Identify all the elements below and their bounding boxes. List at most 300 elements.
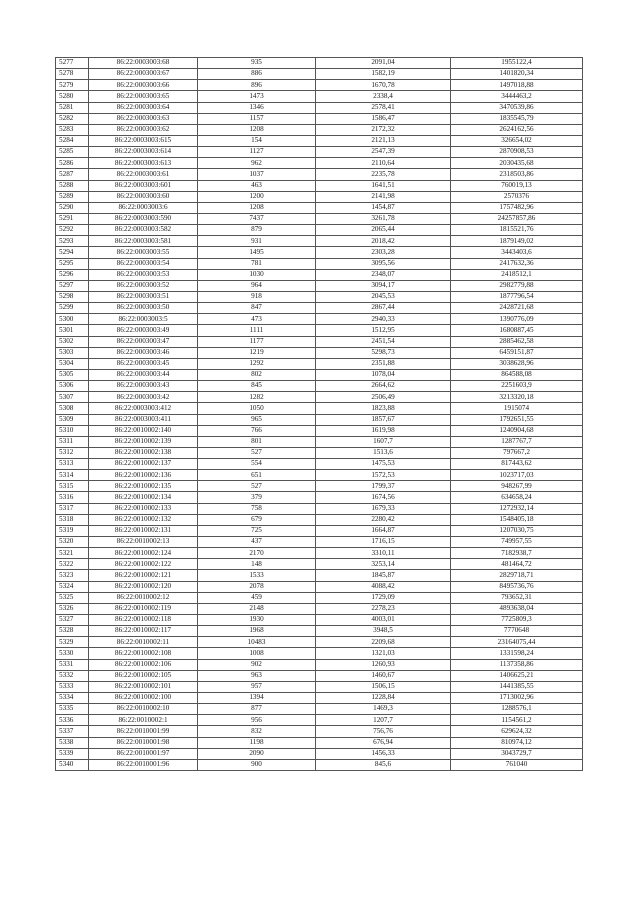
unit-rate-cell: 3310,11 bbox=[316, 548, 451, 559]
area-cell: 2078 bbox=[198, 581, 316, 592]
cadastral-number-cell: 86:22:0010002:108 bbox=[89, 648, 198, 659]
unit-rate-cell: 2278,23 bbox=[316, 603, 451, 614]
cadastral-number-cell: 86:22:0003003:581 bbox=[89, 236, 198, 247]
area-cell: 1200 bbox=[198, 191, 316, 202]
cadastral-value-cell: 7182938,7 bbox=[451, 548, 583, 559]
cadastral-value-cell: 634658,24 bbox=[451, 492, 583, 503]
cadastral-number-cell: 86:22:0003003:65 bbox=[89, 91, 198, 102]
area-cell: 957 bbox=[198, 681, 316, 692]
table-row bbox=[56, 392, 583, 403]
area-cell: 554 bbox=[198, 459, 316, 470]
table-row bbox=[56, 325, 583, 336]
cadastral-value-cell: 2428721,68 bbox=[451, 303, 583, 314]
unit-rate-cell: 2065,44 bbox=[316, 225, 451, 236]
area-cell: 902 bbox=[198, 659, 316, 670]
table-row bbox=[56, 737, 583, 748]
area-cell: 963 bbox=[198, 670, 316, 681]
table-row bbox=[56, 559, 583, 570]
table-row bbox=[56, 336, 583, 347]
table-row bbox=[56, 113, 583, 124]
unit-rate-cell: 3094,17 bbox=[316, 280, 451, 291]
unit-rate-cell: 1845,87 bbox=[316, 570, 451, 581]
area-cell: 463 bbox=[198, 180, 316, 191]
row-number-cell: 5280 bbox=[56, 91, 89, 102]
cadastral-value-cell: 4893638,04 bbox=[451, 603, 583, 614]
row-number-cell: 5295 bbox=[56, 258, 89, 269]
table-row bbox=[56, 603, 583, 614]
cadastral-value-cell: 1287767,7 bbox=[451, 436, 583, 447]
cadastral-number-cell: 86:22:0010002:133 bbox=[89, 503, 198, 514]
area-cell: 1177 bbox=[198, 336, 316, 347]
area-cell: 935 bbox=[198, 58, 316, 69]
area-cell: 679 bbox=[198, 514, 316, 525]
row-number-cell: 5330 bbox=[56, 648, 89, 659]
row-number-cell: 5308 bbox=[56, 403, 89, 414]
row-number-cell: 5298 bbox=[56, 291, 89, 302]
cadastral-number-cell: 86:22:0010002:124 bbox=[89, 548, 198, 559]
unit-rate-cell: 1679,33 bbox=[316, 503, 451, 514]
area-cell: 956 bbox=[198, 715, 316, 726]
table-row bbox=[56, 102, 583, 113]
table-row bbox=[56, 213, 583, 224]
area-cell: 1282 bbox=[198, 392, 316, 403]
cadastral-number-cell: 86:22:0010002:137 bbox=[89, 459, 198, 470]
cadastral-number-cell: 86:22:0003003:67 bbox=[89, 69, 198, 80]
cadastral-number-cell: 86:22:0003003:42 bbox=[89, 392, 198, 403]
row-number-cell: 5306 bbox=[56, 381, 89, 392]
unit-rate-cell: 2141,98 bbox=[316, 191, 451, 202]
cadastral-value-cell: 629624,32 bbox=[451, 726, 583, 737]
cadastral-number-cell: 86:22:0003003:614 bbox=[89, 147, 198, 158]
table-row bbox=[56, 514, 583, 525]
cadastral-number-cell: 86:22:0010002:122 bbox=[89, 559, 198, 570]
cadastral-number-cell: 86:22:0010002:135 bbox=[89, 481, 198, 492]
table-row bbox=[56, 369, 583, 380]
unit-rate-cell: 3948,5 bbox=[316, 626, 451, 637]
cadastral-value-cell: 3213320,18 bbox=[451, 392, 583, 403]
cadastral-number-cell: 86:22:0003003:615 bbox=[89, 135, 198, 146]
unit-rate-cell: 1670,78 bbox=[316, 80, 451, 91]
cadastral-value-cell: 1680887,45 bbox=[451, 325, 583, 336]
area-cell: 845 bbox=[198, 381, 316, 392]
cadastral-value-cell: 1390776,09 bbox=[451, 314, 583, 325]
unit-rate-cell: 2235,78 bbox=[316, 169, 451, 180]
cadastral-value-cell: 1272932,14 bbox=[451, 503, 583, 514]
cadastral-value-cell: 3444463,2 bbox=[451, 91, 583, 102]
row-number-cell: 5284 bbox=[56, 135, 89, 146]
row-number-cell: 5296 bbox=[56, 269, 89, 280]
cadastral-number-cell: 86:22:0010002:118 bbox=[89, 615, 198, 626]
area-cell: 758 bbox=[198, 503, 316, 514]
cadastral-number-cell: 86:22:0003003:54 bbox=[89, 258, 198, 269]
table-row bbox=[56, 247, 583, 258]
row-number-cell: 5277 bbox=[56, 58, 89, 69]
unit-rate-cell: 2506,49 bbox=[316, 392, 451, 403]
unit-rate-cell: 1469,3 bbox=[316, 704, 451, 715]
cadastral-value-cell: 1137358,86 bbox=[451, 659, 583, 670]
area-cell: 900 bbox=[198, 759, 316, 770]
cadastral-value-cell: 2829718,71 bbox=[451, 570, 583, 581]
cadastral-value-cell: 2982779,88 bbox=[451, 280, 583, 291]
cadastral-number-cell: 86:22:0010002:105 bbox=[89, 670, 198, 681]
table-row bbox=[56, 648, 583, 659]
unit-rate-cell: 1475,53 bbox=[316, 459, 451, 470]
row-number-cell: 5291 bbox=[56, 213, 89, 224]
row-number-cell: 5316 bbox=[56, 492, 89, 503]
area-cell: 725 bbox=[198, 525, 316, 536]
unit-rate-cell: 2451,54 bbox=[316, 336, 451, 347]
cadastral-number-cell: 86:22:0010002:120 bbox=[89, 581, 198, 592]
row-number-cell: 5309 bbox=[56, 414, 89, 425]
cadastral-number-cell: 86:22:0010002:13 bbox=[89, 537, 198, 548]
cadastral-value-cell: 761040 bbox=[451, 759, 583, 770]
row-number-cell: 5319 bbox=[56, 525, 89, 536]
cadastral-value-cell: 1815521,76 bbox=[451, 225, 583, 236]
row-number-cell: 5290 bbox=[56, 202, 89, 213]
cadastral-value-cell: 1713002,96 bbox=[451, 693, 583, 704]
area-cell: 527 bbox=[198, 447, 316, 458]
table-row bbox=[56, 303, 583, 314]
table-row bbox=[56, 548, 583, 559]
area-cell: 877 bbox=[198, 704, 316, 715]
cadastral-number-cell: 86:22:0003003:5 bbox=[89, 314, 198, 325]
row-number-cell: 5302 bbox=[56, 336, 89, 347]
row-number-cell: 5338 bbox=[56, 737, 89, 748]
table-row bbox=[56, 592, 583, 603]
cadastral-number-cell: 86:22:0003003:53 bbox=[89, 269, 198, 280]
cadastral-value-cell: 1401820,34 bbox=[451, 69, 583, 80]
row-number-cell: 5336 bbox=[56, 715, 89, 726]
unit-rate-cell: 2280,42 bbox=[316, 514, 451, 525]
table-row bbox=[56, 759, 583, 770]
area-cell: 781 bbox=[198, 258, 316, 269]
area-cell: 965 bbox=[198, 414, 316, 425]
cadastral-value-cell: 2417632,36 bbox=[451, 258, 583, 269]
row-number-cell: 5299 bbox=[56, 303, 89, 314]
cadastral-value-cell: 1240904,68 bbox=[451, 425, 583, 436]
cadastral-number-cell: 86:22:0003003:43 bbox=[89, 381, 198, 392]
cadastral-value-cell: 1835545,79 bbox=[451, 113, 583, 124]
table-row bbox=[56, 403, 583, 414]
row-number-cell: 5283 bbox=[56, 124, 89, 135]
unit-rate-cell: 1228,84 bbox=[316, 693, 451, 704]
cadastral-number-cell: 86:22:0010002:136 bbox=[89, 470, 198, 481]
unit-rate-cell: 1674,56 bbox=[316, 492, 451, 503]
cadastral-value-cell: 2418512,1 bbox=[451, 269, 583, 280]
area-cell: 379 bbox=[198, 492, 316, 503]
row-number-cell: 5279 bbox=[56, 80, 89, 91]
area-cell: 437 bbox=[198, 537, 316, 548]
row-number-cell: 5288 bbox=[56, 180, 89, 191]
table-row bbox=[56, 291, 583, 302]
cadastral-value-cell: 1955122,4 bbox=[451, 58, 583, 69]
area-cell: 1127 bbox=[198, 147, 316, 158]
unit-rate-cell: 1729,09 bbox=[316, 592, 451, 603]
cadastral-value-cell: 7770648 bbox=[451, 626, 583, 637]
cadastral-number-cell: 86:22:0003003:47 bbox=[89, 336, 198, 347]
table-row bbox=[56, 258, 583, 269]
unit-rate-cell: 1460,67 bbox=[316, 670, 451, 681]
area-cell: 154 bbox=[198, 135, 316, 146]
unit-rate-cell: 1512,95 bbox=[316, 325, 451, 336]
cadastral-number-cell: 86:22:0010002:140 bbox=[89, 425, 198, 436]
cadastral-value-cell: 2570376 bbox=[451, 191, 583, 202]
table-row bbox=[56, 202, 583, 213]
area-cell: 1533 bbox=[198, 570, 316, 581]
area-cell: 2170 bbox=[198, 548, 316, 559]
table-row bbox=[56, 191, 583, 202]
row-number-cell: 5321 bbox=[56, 548, 89, 559]
cadastral-value-cell: 793652,31 bbox=[451, 592, 583, 603]
unit-rate-cell: 2110,64 bbox=[316, 158, 451, 169]
unit-rate-cell: 1321,03 bbox=[316, 648, 451, 659]
cadastral-number-cell: 86:22:0010002:12 bbox=[89, 592, 198, 603]
row-number-cell: 5292 bbox=[56, 225, 89, 236]
area-cell: 1198 bbox=[198, 737, 316, 748]
table-row bbox=[56, 503, 583, 514]
cadastral-value-cell: 817443,62 bbox=[451, 459, 583, 470]
table-row bbox=[56, 124, 583, 135]
unit-rate-cell: 1619,98 bbox=[316, 425, 451, 436]
row-number-cell: 5300 bbox=[56, 314, 89, 325]
table-row bbox=[56, 570, 583, 581]
area-cell: 1394 bbox=[198, 693, 316, 704]
cadastral-number-cell: 86:22:0003003:44 bbox=[89, 369, 198, 380]
cadastral-number-cell: 86:22:0003003:613 bbox=[89, 158, 198, 169]
cadastral-number-cell: 86:22:0003003:60 bbox=[89, 191, 198, 202]
area-cell: 847 bbox=[198, 303, 316, 314]
table-row bbox=[56, 459, 583, 470]
cadastral-value-cell: 3038628,96 bbox=[451, 358, 583, 369]
unit-rate-cell: 2940,33 bbox=[316, 314, 451, 325]
unit-rate-cell: 2547,39 bbox=[316, 147, 451, 158]
unit-rate-cell: 3261,78 bbox=[316, 213, 451, 224]
cadastral-number-cell: 86:22:0003003:62 bbox=[89, 124, 198, 135]
cadastral-value-cell: 948267,99 bbox=[451, 481, 583, 492]
table-row bbox=[56, 147, 583, 158]
cadastral-number-cell: 86:22:0003003:601 bbox=[89, 180, 198, 191]
cadastral-value-cell: 1757482,96 bbox=[451, 202, 583, 213]
table-row bbox=[56, 704, 583, 715]
unit-rate-cell: 1513,6 bbox=[316, 447, 451, 458]
cadastral-value-cell: 3470539,86 bbox=[451, 102, 583, 113]
cadastral-number-cell: 86:22:0003003:411 bbox=[89, 414, 198, 425]
cadastral-number-cell: 86:22:0010002:131 bbox=[89, 525, 198, 536]
row-number-cell: 5334 bbox=[56, 693, 89, 704]
table-row bbox=[56, 615, 583, 626]
area-cell: 931 bbox=[198, 236, 316, 247]
cadastral-number-cell: 86:22:0010002:100 bbox=[89, 693, 198, 704]
unit-rate-cell: 2209,68 bbox=[316, 637, 451, 648]
cadastral-number-cell: 86:22:0003003:50 bbox=[89, 303, 198, 314]
area-cell: 1346 bbox=[198, 102, 316, 113]
table-row bbox=[56, 447, 583, 458]
row-number-cell: 5307 bbox=[56, 392, 89, 403]
row-number-cell: 5325 bbox=[56, 592, 89, 603]
row-number-cell: 5297 bbox=[56, 280, 89, 291]
cadastral-value-cell: 1879149,02 bbox=[451, 236, 583, 247]
area-cell: 1495 bbox=[198, 247, 316, 258]
unit-rate-cell: 1799,37 bbox=[316, 481, 451, 492]
area-cell: 473 bbox=[198, 314, 316, 325]
cadastral-value-cell: 1331598,24 bbox=[451, 648, 583, 659]
area-cell: 879 bbox=[198, 225, 316, 236]
area-cell: 1008 bbox=[198, 648, 316, 659]
row-number-cell: 5303 bbox=[56, 347, 89, 358]
unit-rate-cell: 2018,42 bbox=[316, 236, 451, 247]
area-cell: 1208 bbox=[198, 124, 316, 135]
cadastral-value-cell: 1288576,1 bbox=[451, 704, 583, 715]
table-row bbox=[56, 269, 583, 280]
unit-rate-cell: 1582,19 bbox=[316, 69, 451, 80]
cadastral-number-cell: 86:22:0010001:99 bbox=[89, 726, 198, 737]
area-cell: 1219 bbox=[198, 347, 316, 358]
cadastral-number-cell: 86:22:0003003:49 bbox=[89, 325, 198, 336]
row-number-cell: 5324 bbox=[56, 581, 89, 592]
table-row bbox=[56, 91, 583, 102]
table-row bbox=[56, 80, 583, 91]
row-number-cell: 5281 bbox=[56, 102, 89, 113]
cadastral-number-cell: 86:22:0010002:106 bbox=[89, 659, 198, 670]
cadastral-value-cell: 3043729,7 bbox=[451, 748, 583, 759]
cadastral-number-cell: 86:22:0003003:61 bbox=[89, 169, 198, 180]
area-cell: 651 bbox=[198, 470, 316, 481]
row-number-cell: 5327 bbox=[56, 615, 89, 626]
cadastral-value-cell: 1406625,21 bbox=[451, 670, 583, 681]
row-number-cell: 5314 bbox=[56, 470, 89, 481]
table-row bbox=[56, 681, 583, 692]
area-cell: 1473 bbox=[198, 91, 316, 102]
cadastral-value-cell: 810974,12 bbox=[451, 737, 583, 748]
cadastral-value-cell: 2885462,58 bbox=[451, 336, 583, 347]
area-cell: 802 bbox=[198, 369, 316, 380]
table-row bbox=[56, 169, 583, 180]
table-row bbox=[56, 637, 583, 648]
row-number-cell: 5333 bbox=[56, 681, 89, 692]
unit-rate-cell: 1572,53 bbox=[316, 470, 451, 481]
area-cell: 459 bbox=[198, 592, 316, 603]
unit-rate-cell: 2121,13 bbox=[316, 135, 451, 146]
unit-rate-cell: 1506,15 bbox=[316, 681, 451, 692]
row-number-cell: 5329 bbox=[56, 637, 89, 648]
unit-rate-cell: 2091,04 bbox=[316, 58, 451, 69]
row-number-cell: 5286 bbox=[56, 158, 89, 169]
cadastral-number-cell: 86:22:0010002:117 bbox=[89, 626, 198, 637]
area-cell: 1157 bbox=[198, 113, 316, 124]
cadastral-number-cell: 86:22:0003003:412 bbox=[89, 403, 198, 414]
area-cell: 1930 bbox=[198, 615, 316, 626]
cadastral-value-cell: 1497018,88 bbox=[451, 80, 583, 91]
area-cell: 2148 bbox=[198, 603, 316, 614]
cadastral-value-cell: 8495736,76 bbox=[451, 581, 583, 592]
area-cell: 962 bbox=[198, 158, 316, 169]
row-number-cell: 5305 bbox=[56, 369, 89, 380]
cadastral-value-cell: 2251603,9 bbox=[451, 381, 583, 392]
row-number-cell: 5317 bbox=[56, 503, 89, 514]
unit-rate-cell: 3095,56 bbox=[316, 258, 451, 269]
cadastral-number-cell: 86:22:0010002:139 bbox=[89, 436, 198, 447]
unit-rate-cell: 1641,51 bbox=[316, 180, 451, 191]
cadastral-value-cell: 24257857,86 bbox=[451, 213, 583, 224]
cadastral-number-cell: 86:22:0003003:45 bbox=[89, 358, 198, 369]
row-number-cell: 5313 bbox=[56, 459, 89, 470]
table-row bbox=[56, 314, 583, 325]
cadastral-number-cell: 86:22:0003003:51 bbox=[89, 291, 198, 302]
row-number-cell: 5328 bbox=[56, 626, 89, 637]
table-row bbox=[56, 158, 583, 169]
row-number-cell: 5285 bbox=[56, 147, 89, 158]
unit-rate-cell: 1586,47 bbox=[316, 113, 451, 124]
unit-rate-cell: 2867,44 bbox=[316, 303, 451, 314]
cadastral-value-cell: 2030435,68 bbox=[451, 158, 583, 169]
table-row bbox=[56, 135, 583, 146]
cadastral-value-cell: 2318503,86 bbox=[451, 169, 583, 180]
cadastral-number-cell: 86:22:0003003:582 bbox=[89, 225, 198, 236]
area-cell: 7437 bbox=[198, 213, 316, 224]
table-row bbox=[56, 537, 583, 548]
cadastral-number-cell: 86:22:0010002:121 bbox=[89, 570, 198, 581]
cadastral-value-cell: 2870908,53 bbox=[451, 147, 583, 158]
table-row bbox=[56, 381, 583, 392]
row-number-cell: 5289 bbox=[56, 191, 89, 202]
cadastral-value-cell: 1792651,55 bbox=[451, 414, 583, 425]
area-cell: 832 bbox=[198, 726, 316, 737]
cadastral-value-cell: 23164075,44 bbox=[451, 637, 583, 648]
area-cell: 964 bbox=[198, 280, 316, 291]
cadastral-number-cell: 86:22:0003003:55 bbox=[89, 247, 198, 258]
row-number-cell: 5340 bbox=[56, 759, 89, 770]
cadastral-value-cell: 2624162,56 bbox=[451, 124, 583, 135]
cadastral-number-cell: 86:22:0003003:590 bbox=[89, 213, 198, 224]
area-cell: 766 bbox=[198, 425, 316, 436]
row-number-cell: 5332 bbox=[56, 670, 89, 681]
unit-rate-cell: 2351,88 bbox=[316, 358, 451, 369]
area-cell: 1968 bbox=[198, 626, 316, 637]
unit-rate-cell: 2338,4 bbox=[316, 91, 451, 102]
unit-rate-cell: 5298,73 bbox=[316, 347, 451, 358]
row-number-cell: 5326 bbox=[56, 603, 89, 614]
table-row bbox=[56, 481, 583, 492]
area-cell: 1030 bbox=[198, 269, 316, 280]
table-row bbox=[56, 69, 583, 80]
table-row bbox=[56, 358, 583, 369]
unit-rate-cell: 1857,67 bbox=[316, 414, 451, 425]
cadastral-value-cell: 1548405,18 bbox=[451, 514, 583, 525]
row-number-cell: 5339 bbox=[56, 748, 89, 759]
cadastral-number-cell: 86:22:0010002:134 bbox=[89, 492, 198, 503]
area-cell: 896 bbox=[198, 80, 316, 91]
cadastral-number-cell: 86:22:0003003:68 bbox=[89, 58, 198, 69]
cadastral-number-cell: 86:22:0010002:132 bbox=[89, 514, 198, 525]
cadastral-value-cell: 749957,55 bbox=[451, 537, 583, 548]
cadastral-value-cell: 326654,02 bbox=[451, 135, 583, 146]
table-row bbox=[56, 347, 583, 358]
unit-rate-cell: 845,6 bbox=[316, 759, 451, 770]
cadastral-value-cell: 797667,2 bbox=[451, 447, 583, 458]
cadastral-value-cell: 3443403,6 bbox=[451, 247, 583, 258]
table-row bbox=[56, 236, 583, 247]
cadastral-number-cell: 86:22:0010001:97 bbox=[89, 748, 198, 759]
row-number-cell: 5322 bbox=[56, 559, 89, 570]
cadastral-number-cell: 86:22:0003003:6 bbox=[89, 202, 198, 213]
unit-rate-cell: 1823,88 bbox=[316, 403, 451, 414]
table-row bbox=[56, 180, 583, 191]
unit-rate-cell: 1456,33 bbox=[316, 748, 451, 759]
cadastral-number-cell: 86:22:0003003:63 bbox=[89, 113, 198, 124]
row-number-cell: 5301 bbox=[56, 325, 89, 336]
area-cell: 801 bbox=[198, 436, 316, 447]
row-number-cell: 5304 bbox=[56, 358, 89, 369]
